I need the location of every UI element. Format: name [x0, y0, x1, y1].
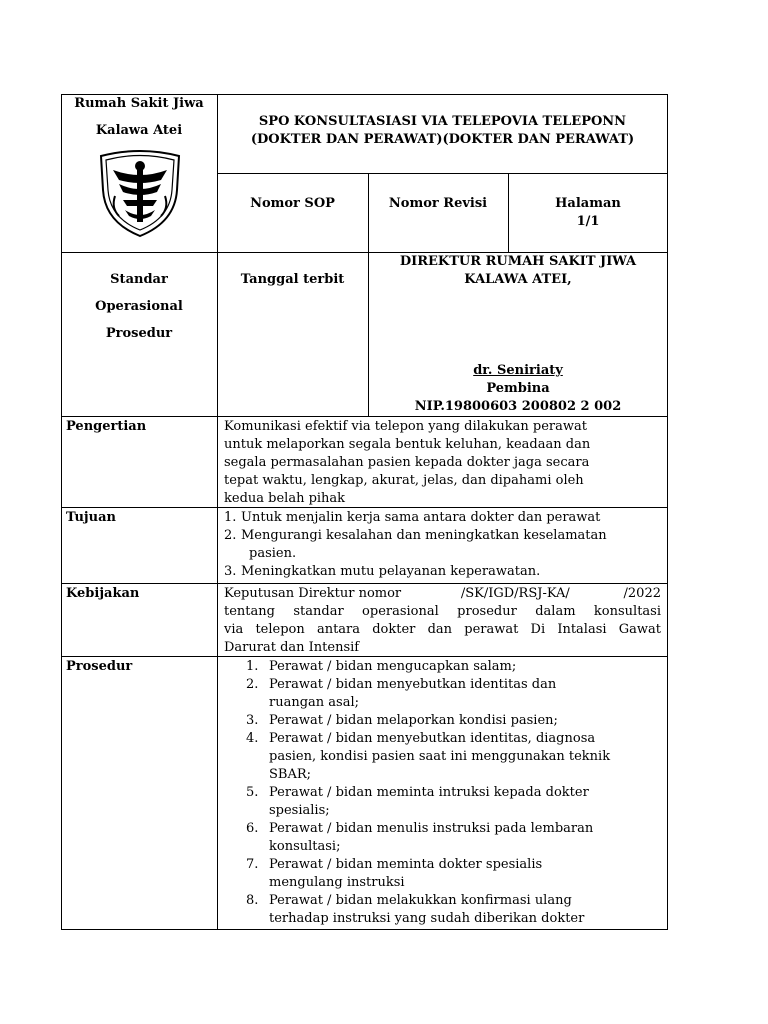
list-number: 6.: [246, 821, 259, 836]
pengertian-line: segala permasalahan pasien kepada dokter jaga secara: [224, 455, 590, 470]
kebijakan-line3: via telepon antara dokter dan perawat Di Intalasi Gawat: [224, 622, 661, 637]
border-left: [61, 94, 62, 930]
kebijakan-label: Kebijakan: [66, 586, 140, 601]
kebijakan-line1-b: /SK/IGD/RSJ-KA/: [460, 586, 570, 601]
list-item: [246, 892, 664, 928]
signer-block: [368, 362, 668, 416]
director-title: [368, 253, 668, 289]
list-number: 2.: [224, 528, 237, 543]
list-line: Perawat / bidan meminta dokter spesialis: [269, 857, 543, 872]
nomor-sop-label: Nomor SOP: [250, 196, 335, 211]
list-text: [269, 892, 584, 928]
tujuan-list: [224, 509, 664, 581]
list-number: 3.: [246, 713, 259, 728]
list-line: Perawat / bidan menyebutkan identitas, diagnosa: [269, 731, 596, 746]
prosedur-label: Prosedur: [66, 659, 133, 674]
divider-label-column: [217, 94, 218, 930]
list-line: Perawat / bidan mengucapkan salam;: [269, 659, 517, 674]
halaman-cell: [508, 195, 668, 231]
hospital-name: [61, 95, 217, 113]
list-line: Perawat / bidan meminta intruksi kepada dokter: [269, 785, 589, 800]
list-item: [224, 563, 664, 581]
list-text: [269, 820, 593, 856]
document-title-line2: (DOKTER DAN PERAWAT)(DOKTER DAN PERAWAT): [250, 132, 635, 147]
list-item: [246, 856, 664, 892]
list-text: [269, 730, 610, 784]
tujuan-label: Tujuan: [66, 510, 116, 525]
list-item: [246, 712, 664, 730]
divider-pengertian: [61, 416, 668, 417]
pengertian-line: tepat waktu, lengkap, akurat, jelas, dan dipahami oleh: [224, 473, 584, 488]
list-text: [241, 563, 540, 581]
list-line: Mengurangi kesalahan dan meningkatkan keselamatan: [241, 528, 607, 543]
list-number: 1.: [246, 659, 259, 674]
pengertian-text: [224, 418, 664, 508]
list-text: [269, 856, 542, 892]
list-item: [224, 509, 664, 527]
list-item: [246, 820, 664, 856]
pengertian-line: kedua belah pihak: [224, 491, 346, 506]
list-line: pasien.: [249, 546, 297, 561]
list-line: Untuk menjalin kerja sama antara dokter dan perawat: [241, 510, 601, 525]
list-text: [241, 509, 600, 527]
list-line: Meningkatkan mutu pelayanan keperawatan.: [241, 564, 541, 579]
spo-label-line1: Standar: [110, 272, 168, 287]
list-line: Perawat / bidan melaporkan kondisi pasien;: [269, 713, 558, 728]
signer-rank: Pembina: [486, 381, 550, 396]
list-text: [241, 527, 607, 563]
list-line: terhadap instruksi yang sudah diberikan dokter: [269, 911, 585, 926]
list-line: Perawat / bidan melakukkan konfirmasi ulang: [269, 893, 572, 908]
halaman-label: Halaman: [555, 196, 621, 211]
spo-label-line2: Operasional: [95, 299, 183, 314]
divider-title-row: [217, 173, 668, 174]
list-number: 3.: [224, 564, 237, 579]
kebijakan-line1-c: /2022: [623, 586, 661, 601]
signer-name: dr. Seniriaty: [473, 363, 563, 378]
pengertian-line: Komunikasi efektif via telepon yang dilakukan perawat: [224, 419, 587, 434]
spo-label-line3: Prosedur: [105, 326, 173, 341]
list-line: Perawat / bidan menulis instruksi pada lembaran: [269, 821, 594, 836]
kebijakan-line4: Darurat dan Intensif: [224, 640, 360, 655]
list-text: [269, 784, 589, 820]
list-item: [246, 676, 664, 712]
director-line2: KALAWA ATEI,: [464, 272, 572, 287]
hospital-logo: [97, 150, 183, 238]
document-title: [217, 113, 668, 149]
border-bottom: [61, 929, 668, 930]
list-item: [246, 658, 664, 676]
divider-kebijakan: [61, 583, 668, 584]
list-line: spesialis;: [269, 803, 330, 818]
nomor-revisi-label: Nomor Revisi: [388, 196, 488, 211]
list-item: [246, 784, 664, 820]
kebijakan-line2: tentang standar operasional prosedur dalam konsultasi: [224, 604, 661, 619]
list-text: [269, 712, 558, 730]
hospital-name-2: [61, 122, 217, 140]
list-number: 4.: [246, 731, 259, 746]
pengertian-line: untuk melaporkan segala bentuk keluhan, keadaan dan: [224, 437, 591, 452]
list-line: pasien, kondisi pasien saat ini menggunakan teknik: [269, 749, 611, 764]
list-line: ruangan asal;: [269, 695, 359, 710]
list-number: 2.: [246, 677, 259, 692]
list-line: mengulang instruksi: [269, 875, 405, 890]
list-number: 5.: [246, 785, 259, 800]
list-number: 1.: [224, 510, 237, 525]
list-number: 7.: [246, 857, 259, 872]
kebijakan-line1: [224, 585, 661, 603]
kebijakan-line1-a: Keputusan Direktur nomor: [224, 586, 402, 601]
tanggal-terbit-label: Tanggal terbit: [240, 272, 345, 287]
list-text: [269, 658, 516, 676]
director-line1: DIREKTUR RUMAH SAKIT JIWA: [399, 254, 637, 269]
list-text: [269, 676, 556, 712]
list-line: Perawat / bidan menyebutkan identitas dan: [269, 677, 557, 692]
list-number: 8.: [246, 893, 259, 908]
list-line: konsultasi;: [269, 839, 341, 854]
list-item: [246, 730, 664, 784]
list-item: [224, 527, 664, 563]
hospital-name-line1: Rumah Sakit Jiwa: [74, 96, 204, 111]
hospital-name-line2: Kalawa Atei: [95, 123, 183, 138]
document-title-line1: SPO KONSULTASIASI VIA TELEPOVIA TELEPONN: [258, 114, 627, 129]
kebijakan-text: [224, 585, 664, 657]
halaman-value: 1/1: [576, 214, 600, 229]
pengertian-label: Pengertian: [66, 419, 147, 434]
signer-nip: NIP.19800603 200802 2 002: [414, 399, 622, 414]
list-line: SBAR;: [269, 767, 312, 782]
prosedur-list: [246, 658, 664, 928]
